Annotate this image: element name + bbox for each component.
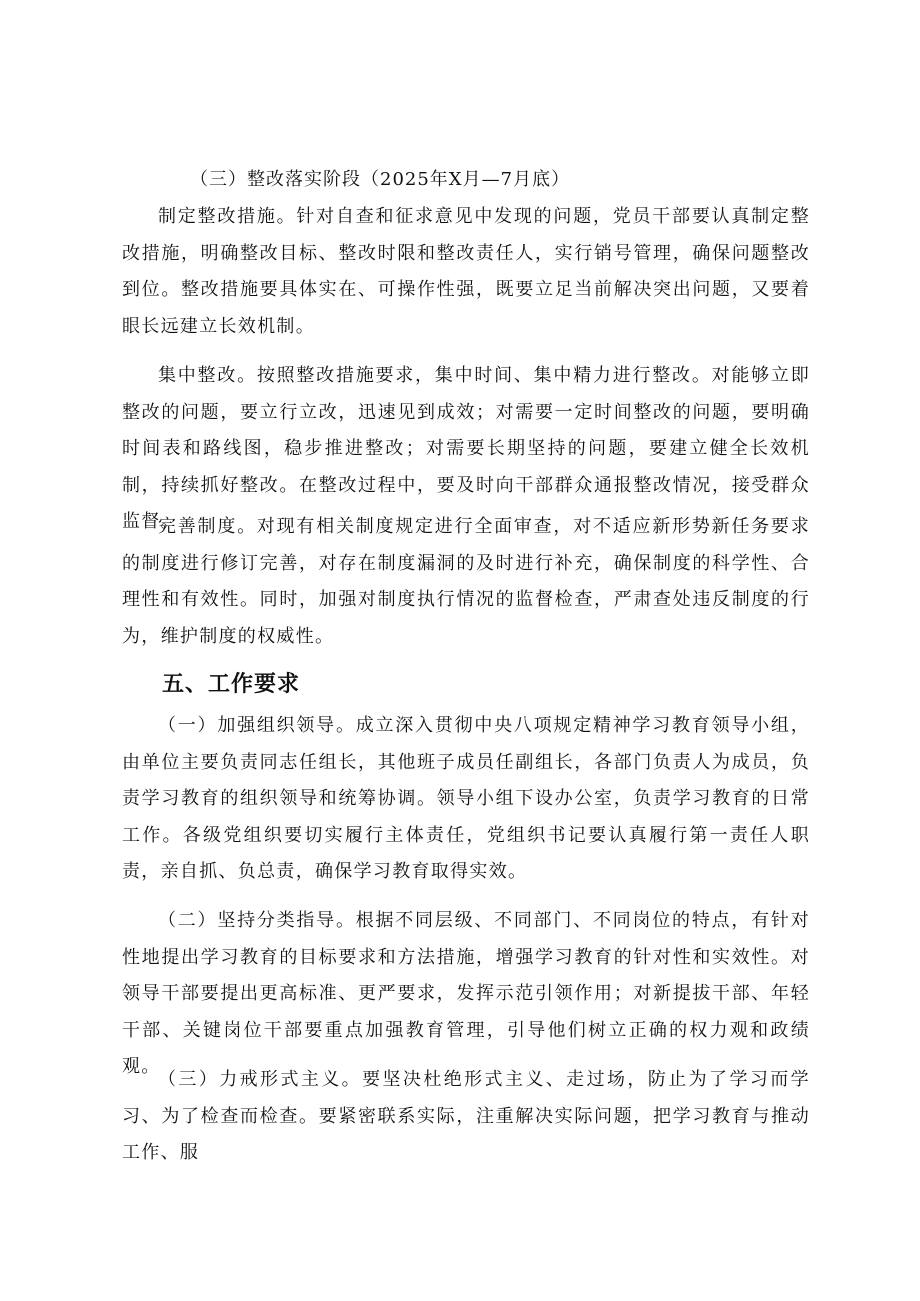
paragraph-rectification-measures [122, 199, 810, 345]
requirement-classification [122, 903, 810, 1086]
requirement-organization [122, 708, 810, 891]
paragraph-text: （三）力戒形式主义。要坚决杜绝形式主义、走过场，防止为了学习而学习、为了检查而检查。要紧密联系实际，注重解决实际问题，把学习教育与推动工作、服 [122, 1069, 810, 1163]
paragraph-text: 完善制度。对现有相关制度规定进行全面审查，对不适应新形势新任务要求的制度进行修订完善，对存在制度漏洞的及时进行补充，确保制度的科学性、合理性和有效性。同时，加强对制度执行情况的监督检查，严肃查处违反制度的行为，维护制度的权威性。 [122, 516, 810, 647]
paragraph-text: 集中整改。按照整改措施要求，集中时间、集中精力进行整改。对能够立即整改的问题，要立行立改，迅速见到成效；对需要一定时间整改的问题，要明确时间表和路线图，稳步推进整改；对需要长期坚持的问题，要建立健全长效机制，持续抓好整改。在整改过程中，要及时向干部群众通报整改情况，接受群众监督。 [122, 365, 810, 532]
paragraph-improve-systems [122, 509, 810, 655]
stage3-heading: （三）整改落实阶段（2025年X月—7月底） [190, 169, 571, 190]
paragraph-text: 制定整改措施。针对自查和征求意见中发现的问题，党员干部要认真制定整改措施，明确整改目标、整改时限和整改责任人，实行销号管理，确保问题整改到位。整改措施要具体实在、可操作性强，既要立足当前解决突出问题，又要着眼长远建立长效机制。 [122, 206, 810, 337]
paragraph-text: （一）加强组织领导。成立深入贯彻中央八项规定精神学习教育领导小组，由单位主要负责同志任组长，其他班子成员任副组长，各部门负责人为成员，负责学习教育的组织领导和统筹协调。领导小组下设办公室，负责学习教育的日常工作。各级党组织要切实履行主体责任，党组织书记要认真履行第一责任人职责，亲自抓、负总责，确保学习教育取得实效。 [122, 715, 810, 882]
paragraph-text: （二）坚持分类指导。根据不同层级、不同部门、不同岗位的特点，有针对性地提出学习教育的目标要求和方法措施，增强学习教育的针对性和实效性。对领导干部要提出更高标准、更严要求，发挥示范引领作用；对新提拔干部、年轻干部、关键岗位干部要重点加强教育管理，引导他们树立正确的权力观和政绩观。 [122, 910, 810, 1077]
section-heading: 五、工作要求 [162, 672, 301, 697]
requirement-formalism [122, 1062, 810, 1172]
